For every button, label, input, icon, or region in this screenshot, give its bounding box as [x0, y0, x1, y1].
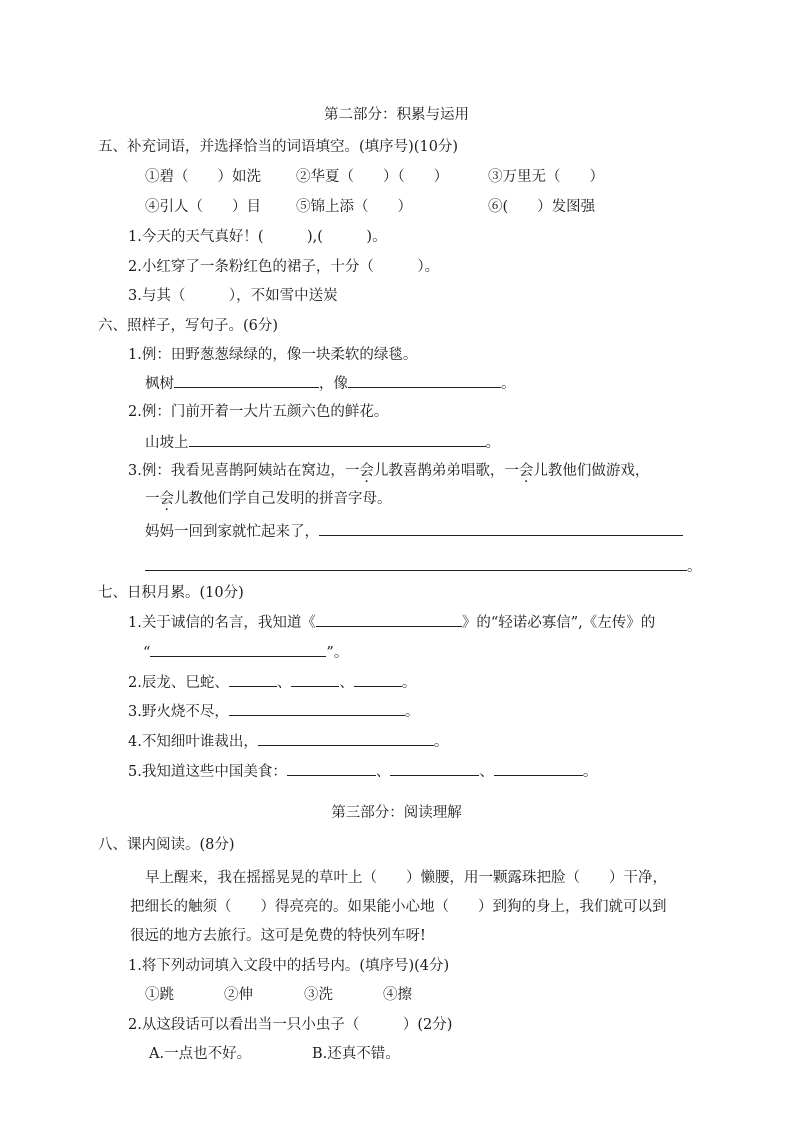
- q7-item-2-a: 2.辰龙、巳蛇、: [128, 675, 229, 691]
- q6-e3-dotted-1: 一会儿: [344, 463, 389, 479]
- q6-example-3-line2: [145, 489, 392, 509]
- q8-passage-line-1: 早上醒来，我在摇摇晃晃的草叶上（ ）懒腰，用一颗露珠把脸（ ）干净，: [145, 870, 667, 886]
- q8-answer-a[interactable]: A.一点也不好。: [149, 1046, 252, 1062]
- q6-example-1: 1.例：田野葱葱绿绿的，像一块柔软的绿毯。: [128, 347, 418, 363]
- q7-item-1-d: ”。: [326, 645, 349, 661]
- q6-answer-2: [145, 432, 500, 453]
- q7-item-1-b: 》的“轻诺必寡信”,《左传》的: [461, 615, 656, 631]
- q8-option-4: ④擦: [383, 987, 412, 1003]
- q6-e3-dotted-2: 一会儿: [504, 463, 548, 479]
- q6-e3-end: 教他们学自己发明的拼音字母。: [188, 491, 392, 507]
- q5-word-5: ⑤锦上添（ ）: [296, 199, 412, 215]
- q6-answer-1-end: 。: [501, 376, 516, 392]
- q6-e3-dotted-3: 一会儿: [145, 491, 189, 507]
- q8-option-3: ③洗: [304, 987, 333, 1003]
- part3-title: 第三部分：阅读理解: [331, 805, 462, 821]
- q6-blank-3b[interactable]: [145, 556, 687, 571]
- q7-item-4: [128, 731, 448, 752]
- q5-sentence-3: 3.与其（ ），不如雪中送炭: [128, 288, 338, 304]
- q8-passage-line-3: 很远的地方去旅行。这可是免费的特快列车呀!: [130, 928, 426, 944]
- q8-option-2: ②伸: [224, 987, 253, 1003]
- q7-item-5-a: 5.我知道这些中国美食：: [128, 764, 287, 780]
- q6-example-3-line1: [128, 461, 649, 481]
- q5-word-2: ②华夏（ ）（ ）: [296, 169, 449, 185]
- q8-sub-question-1: 1.将下列动词填入文段中的括号内。(填序号)(4分): [128, 958, 450, 974]
- q7-blank-1a[interactable]: [316, 612, 462, 627]
- q7-item-4-a: 4.不知细叶谁裁出，: [128, 734, 258, 750]
- q7-item-3: [128, 701, 419, 722]
- q7-blank-5a[interactable]: [287, 761, 376, 776]
- q5-word-6: ⑥( ）发图强: [488, 199, 596, 215]
- q6-answer-1: [145, 373, 516, 394]
- q7-blank-3[interactable]: [229, 701, 405, 716]
- q7-blank-5b[interactable]: [390, 761, 479, 776]
- q5-word-3: ③万里无（ ）: [488, 169, 604, 185]
- q7-item-5-sep-1: 、: [375, 764, 391, 780]
- q8-title: 八、课内阅读。(8分): [98, 837, 235, 853]
- q7-item-1: [128, 612, 655, 633]
- q7-item-3-a: 3.野火烧不尽，: [128, 704, 229, 720]
- q5-word-1: ①碧（ ）如洗: [145, 169, 261, 185]
- q6-blank-2[interactable]: [189, 432, 486, 447]
- q6-answer-2-prefix: 山坡上: [145, 435, 189, 451]
- q6-answer-3-line2: [145, 556, 702, 577]
- q7-item-1-a: 1.关于诚信的名言，我知道《: [128, 615, 316, 631]
- q6-answer-3: [145, 521, 683, 542]
- q8-passage-line-2: 把细长的触须（ ）得亮亮的。如果能小心地（ ）到狗的身上，我们就可以到: [130, 899, 667, 915]
- q7-blank-2c[interactable]: [354, 672, 402, 687]
- q7-blank-2b[interactable]: [291, 672, 339, 687]
- q6-blank-1a[interactable]: [174, 373, 319, 388]
- q7-item-2-sep-1: 、: [276, 675, 292, 691]
- q5-title: 五、补充词语，并选择恰当的词语填空。(填序号)(10分): [98, 139, 459, 155]
- q6-blank-3a[interactable]: [319, 521, 683, 536]
- q6-e3-mid-2: 教他们做游戏，: [547, 463, 650, 479]
- q7-item-3-end: 。: [404, 704, 420, 720]
- q8-answer-b[interactable]: B.还真不错。: [312, 1046, 400, 1062]
- q7-item-4-end: 。: [433, 734, 449, 750]
- q6-answer-3-prefix: 妈妈一回到家就忙起来了，: [145, 524, 319, 540]
- q8-sub-question-2: 2.从这段话可以看出当一只小虫子（ ）(2分): [128, 1017, 453, 1033]
- q7-item-2-end: 。: [401, 675, 417, 691]
- q7-item-5-sep-2: 、: [479, 764, 494, 780]
- q6-example-2: 2.例：门前开着一大片五颜六色的鲜花。: [128, 404, 389, 420]
- q6-answer-1-mid: ，像: [319, 376, 348, 392]
- q5-sentence-2: 2.小红穿了一条粉红色的裙子，十分（ ）。: [128, 259, 440, 275]
- q6-e3-prefix: 3.例：我看见喜鹊阿姨站在窝边，: [128, 463, 345, 479]
- q7-item-2: [128, 672, 416, 693]
- q7-title: 七、日积月累。(10分): [98, 585, 244, 601]
- q7-item-5-end: 。: [582, 764, 598, 780]
- q6-title: 六、照样子，写句子。(6分): [98, 318, 279, 334]
- q7-item-1-c: “: [143, 645, 151, 661]
- q7-blank-5c[interactable]: [494, 761, 583, 776]
- q6-e3-mid-1: 教喜鹊弟弟唱歌，: [388, 463, 505, 479]
- q7-item-2-sep-2: 、: [339, 675, 354, 691]
- q7-item-1-line2: [143, 642, 348, 663]
- q6-answer-1-prefix: 枫树: [145, 376, 174, 392]
- q7-blank-1b[interactable]: [150, 642, 326, 657]
- part2-title: 第二部分：积累与运用: [324, 107, 469, 123]
- q6-answer-2-end: 。: [485, 435, 500, 451]
- q5-word-4: ④引人（ ）目: [145, 199, 261, 215]
- q7-blank-2a[interactable]: [229, 672, 277, 687]
- q7-item-5: [128, 761, 597, 782]
- q6-answer-3-end: 。: [687, 559, 702, 575]
- q6-blank-1b[interactable]: [348, 373, 501, 388]
- q8-option-1: ①跳: [145, 987, 174, 1003]
- q5-sentence-1: 1.今天的天气真好！( ),( )。: [128, 229, 387, 245]
- q7-blank-4[interactable]: [258, 731, 434, 746]
